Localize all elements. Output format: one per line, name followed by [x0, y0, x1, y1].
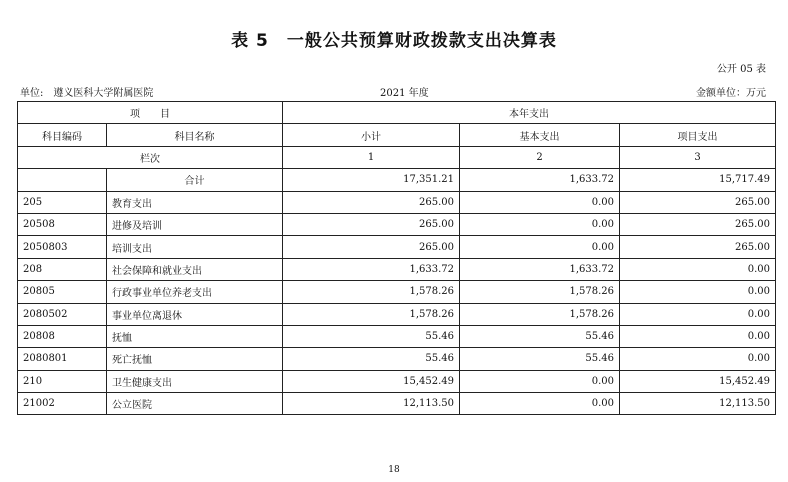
- table-row: [18, 325, 776, 347]
- table-row: [18, 236, 776, 258]
- table-row: [18, 281, 776, 303]
- expenditure-table: [17, 101, 776, 415]
- row-project: 265.00: [620, 236, 776, 258]
- row-subtotal: 12,113.50: [283, 393, 460, 415]
- row-project: 15,452.49: [620, 370, 776, 392]
- row-basic: 1,578.26: [460, 281, 620, 303]
- row-basic: 1,633.72: [460, 258, 620, 280]
- row-code: 20805: [18, 281, 107, 303]
- row-basic: 55.46: [460, 348, 620, 370]
- total-subtotal: 17,351.21: [283, 169, 460, 191]
- header-current-year: 本年支出: [283, 102, 776, 124]
- header-basic: 基本支出: [460, 124, 620, 146]
- row-code: 210: [18, 370, 107, 392]
- row-code: 2050803: [18, 236, 107, 258]
- row-name: 社会保障和就业支出: [107, 258, 283, 280]
- row-basic: 0.00: [460, 213, 620, 235]
- row-subtotal: 265.00: [283, 213, 460, 235]
- form-code: 公开 05 表: [716, 64, 766, 75]
- row-subtotal: 15,452.49: [283, 370, 460, 392]
- row-code: 2080801: [18, 348, 107, 370]
- page-title: 表 5 一般公共预算财政拨款支出决算表: [231, 31, 557, 51]
- row-project: 0.00: [620, 303, 776, 325]
- header-column-label: 栏次: [18, 146, 283, 168]
- total-row: [18, 169, 776, 191]
- row-code: 205: [18, 191, 107, 213]
- header-project: 项目支出: [620, 124, 776, 146]
- row-project: 265.00: [620, 191, 776, 213]
- table-row: [18, 393, 776, 415]
- row-subtotal: 1,578.26: [283, 281, 460, 303]
- row-subtotal: 55.46: [283, 325, 460, 347]
- row-name: 死亡抚恤: [107, 348, 283, 370]
- table-row: [18, 348, 776, 370]
- page-number: 18: [388, 465, 400, 475]
- row-project: 12,113.50: [620, 393, 776, 415]
- row-basic: 0.00: [460, 393, 620, 415]
- row-basic: 0.00: [460, 370, 620, 392]
- header-col-1: 1: [283, 146, 460, 168]
- header-row-3: [18, 146, 776, 168]
- header-subject-code: 科目编码: [18, 124, 107, 146]
- row-basic: 0.00: [460, 191, 620, 213]
- row-code: 21002: [18, 393, 107, 415]
- row-name: 进修及培训: [107, 213, 283, 235]
- row-project: 0.00: [620, 258, 776, 280]
- year-label: 2021 年度: [380, 88, 429, 99]
- row-code: 208: [18, 258, 107, 280]
- row-project: 0.00: [620, 325, 776, 347]
- header-subject-name: 科目名称: [107, 124, 283, 146]
- header-col-2: 2: [460, 146, 620, 168]
- header-row-1: [18, 102, 776, 124]
- row-name: 抚恤: [107, 325, 283, 347]
- row-name: 事业单位离退休: [107, 303, 283, 325]
- row-name: 公立医院: [107, 393, 283, 415]
- header-subtotal: 小计: [283, 124, 460, 146]
- unit-label: 单位: 遵义医科大学附属医院: [20, 88, 154, 99]
- header-row-2: [18, 124, 776, 146]
- row-code: 20808: [18, 325, 107, 347]
- row-name: 培训支出: [107, 236, 283, 258]
- row-basic: 1,578.26: [460, 303, 620, 325]
- table-row: [18, 213, 776, 235]
- header-item: 项 目: [18, 102, 283, 124]
- total-project: 15,717.49: [620, 169, 776, 191]
- row-project: 0.00: [620, 281, 776, 303]
- row-subtotal: 1,633.72: [283, 258, 460, 280]
- header-col-3: 3: [620, 146, 776, 168]
- total-code: [18, 169, 107, 191]
- row-code: 2080502: [18, 303, 107, 325]
- row-name: 行政事业单位养老支出: [107, 281, 283, 303]
- row-basic: 0.00: [460, 236, 620, 258]
- row-subtotal: 265.00: [283, 191, 460, 213]
- table-row: [18, 258, 776, 280]
- row-project: 265.00: [620, 213, 776, 235]
- table-row: [18, 303, 776, 325]
- row-project: 0.00: [620, 348, 776, 370]
- row-basic: 55.46: [460, 325, 620, 347]
- row-subtotal: 55.46: [283, 348, 460, 370]
- total-label: 合计: [107, 169, 283, 191]
- amount-unit: 金额单位：万元: [696, 88, 766, 99]
- row-code: 20508: [18, 213, 107, 235]
- table-row: [18, 191, 776, 213]
- table-row: [18, 370, 776, 392]
- row-name: 卫生健康支出: [107, 370, 283, 392]
- total-basic: 1,633.72: [460, 169, 620, 191]
- row-subtotal: 265.00: [283, 236, 460, 258]
- row-name: 教育支出: [107, 191, 283, 213]
- row-subtotal: 1,578.26: [283, 303, 460, 325]
